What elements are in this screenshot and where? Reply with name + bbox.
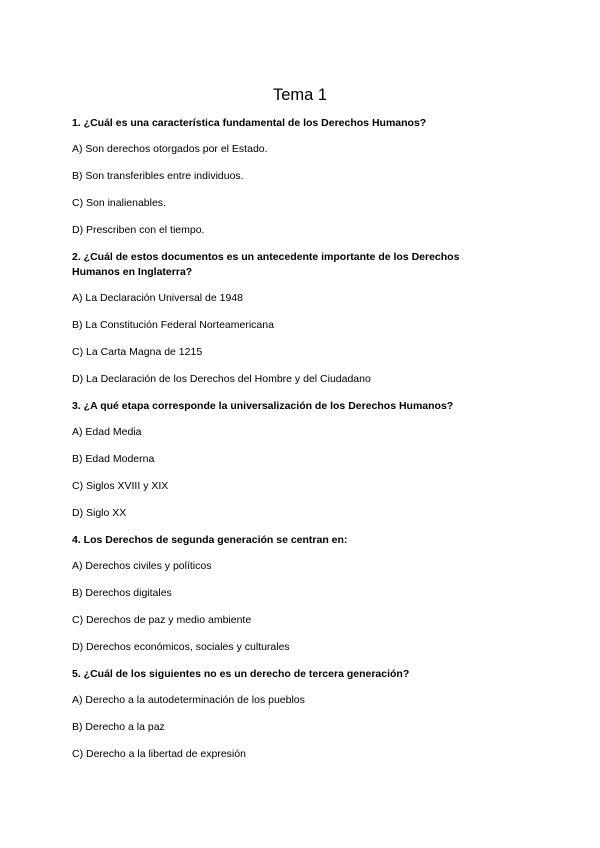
question-3-text: 3. ¿A qué etapa corresponde la universalización de los Derechos Humanos?	[72, 399, 454, 412]
question-5-option-b: B) Derecho a la paz	[72, 720, 165, 733]
question-1-option-c: C) Son inalienables.	[72, 197, 166, 210]
question-4-text: 4. Los Derechos de segunda generación se centran en:	[72, 533, 348, 546]
question-4-option-b: B) Derechos digitales	[72, 586, 172, 599]
question-4-option-c: C) Derechos de paz y medio ambiente	[72, 613, 252, 626]
question-block-1	[72, 116, 492, 238]
question-3-option-d: D) Siglo XX	[72, 506, 127, 519]
question-5-option-c: C) Derecho a la libertad de expresión	[72, 747, 246, 760]
question-5-option-a: A) Derecho a la autodeterminación de los pueblos	[72, 693, 305, 706]
question-list	[72, 116, 492, 774]
question-4-option-d: D) Derechos económicos, sociales y culturales	[72, 640, 290, 653]
question-block-2	[72, 250, 492, 386]
question-1-option-b: B) Son transferibles entre individuos.	[72, 170, 244, 183]
question-5-text: 5. ¿Cuál de los siguientes no es un derecho de tercera generación?	[72, 667, 410, 680]
question-block-3	[72, 399, 492, 521]
question-block-4	[72, 533, 492, 655]
question-2-option-a: A) La Declaración Universal de 1948	[72, 291, 244, 304]
question-1-option-d: D) Prescriben con el tiempo.	[72, 224, 205, 237]
question-2-option-d: D) La Declaración de los Derechos del Hombre y del Ciudadano	[72, 372, 371, 385]
question-1-option-a: A) Son derechos otorgados por el Estado.	[72, 143, 268, 156]
question-3-option-c: C) Siglos XVIII y XIX	[72, 479, 169, 492]
question-2-text: 2. ¿Cuál de estos documentos es un antecedente importante de los Derechos Humanos en Inglaterra?	[72, 251, 460, 278]
question-3-option-a: A) Edad Media	[72, 425, 142, 438]
page-title: Tema 1	[272, 86, 328, 104]
question-3-option-b: B) Edad Moderna	[72, 452, 155, 465]
question-2-option-c: C) La Carta Magna de 1215	[72, 345, 203, 358]
question-1-text: 1. ¿Cuál es una característica fundamental de los Derechos Humanos?	[72, 117, 427, 129]
question-block-5	[72, 667, 492, 762]
question-4-option-a: A) Derechos civiles y políticos	[72, 559, 212, 572]
question-2-option-b: B) La Constitución Federal Norteamericana	[72, 318, 274, 331]
